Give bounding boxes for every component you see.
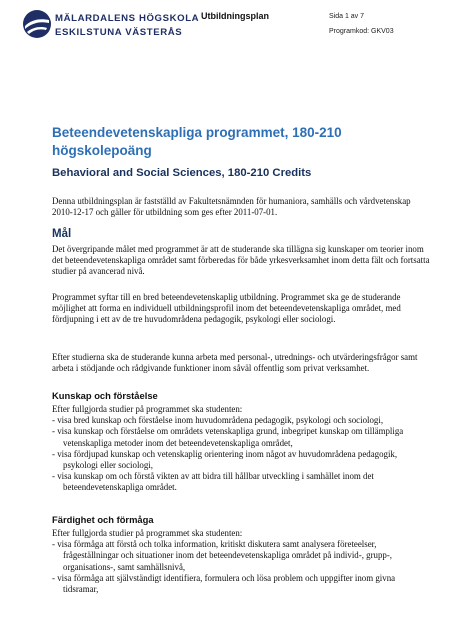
mal-paragraph: Det övergripande målet med programmet är att de studerande ska tillägna sig kunskaper om teorier inom det beteendevetenskapliga området samt förberedas för både yrkesverksamhet inom detta fält och fortsatta studier på avancerad nivå. xyxy=(52,244,430,277)
document-english-title: Behavioral and Social Sciences, 180-210 Credits xyxy=(52,167,312,179)
kunskap-heading: Kunskap och förståelse xyxy=(52,390,158,401)
logo-mark-icon xyxy=(22,9,52,39)
list-item: - visa kunskap om och förstå vikten av att bidra till hållbar utveckling i samhället inom det beteendevetenskapliga området. xyxy=(52,471,432,493)
list-item: - visa bred kunskap och förståelse inom huvudområdena pedagogik, psykologi och sociologi, xyxy=(52,415,432,426)
list-intro: Efter fullgjorda studier på programmet ska studenten: xyxy=(52,404,243,414)
mal-heading: Mål xyxy=(52,228,72,240)
fardighet-list xyxy=(52,528,432,595)
program-code: Programkod: GKV03 xyxy=(329,28,394,35)
mal-paragraph: Efter studierna ska de studerande kunna arbeta med personal-, utrednings- och utvärderingsfrågor samt arbeta i stödjande och rådgivande funktioner inom såväl offentlig som privat verksamhet. xyxy=(52,352,418,374)
fardighet-heading: Färdighet och förmåga xyxy=(52,514,154,525)
kunskap-list xyxy=(52,404,432,494)
university-logo xyxy=(22,8,352,48)
list-item: - visa förmåga att förstå och tolka information, kritiskt diskutera samt analysera företeelser, frågeställningar och situationer inom det beteendevetenskapliga området på individ-, grupp-, organisations-, samt samhällsnivå, xyxy=(52,539,432,573)
document-type: Utbildningsplan xyxy=(201,11,269,21)
logo-line-1: MÄLARDALENS HÖGSKOLA xyxy=(55,13,200,24)
page-number: Sida 1 av 7 xyxy=(329,13,365,20)
mal-paragraph: Programmet syftar till en bred beteendevetenskaplig utbildning. Programmet ska ge de studerande möjlighet att forma en individuell utbildningsprofil inom det beteendevetenskapliga området, med fördjupning i ett av de tre huvudområdena pedagogik, psykologi eller sociologi. xyxy=(52,292,401,325)
list-item: - visa kunskap och förståelse om områdets vetenskapliga grund, inbegripet kunskap om tillämpliga vetenskapliga metoder inom det beteendevetenskapliga området, xyxy=(52,426,432,448)
logo-line-2: ESKILSTUNA VÄSTERÅS xyxy=(55,27,183,38)
list-item: - visa förmåga att självständigt identifiera, formulera och lösa problem och uppgifter inom givna tidsramar, xyxy=(52,573,432,595)
list-item: - visa fördjupad kunskap och vetenskaplig orientering inom något av huvudområdena pedagogik, psykologi eller sociologi, xyxy=(52,449,432,471)
list-intro: Efter fullgjorda studier på programmet ska studenten: xyxy=(52,528,243,538)
intro-paragraph: Denna utbildningsplan är fastställd av Fakultetsnämnden för humaniora, samhälls och vårdvetenskap 2010-12-17 och gäller för utbildning som ges efter 2011-07-01. xyxy=(52,196,411,218)
document-title: Beteendevetenskapliga programmet, 180-210 högskolepoäng xyxy=(52,125,342,158)
